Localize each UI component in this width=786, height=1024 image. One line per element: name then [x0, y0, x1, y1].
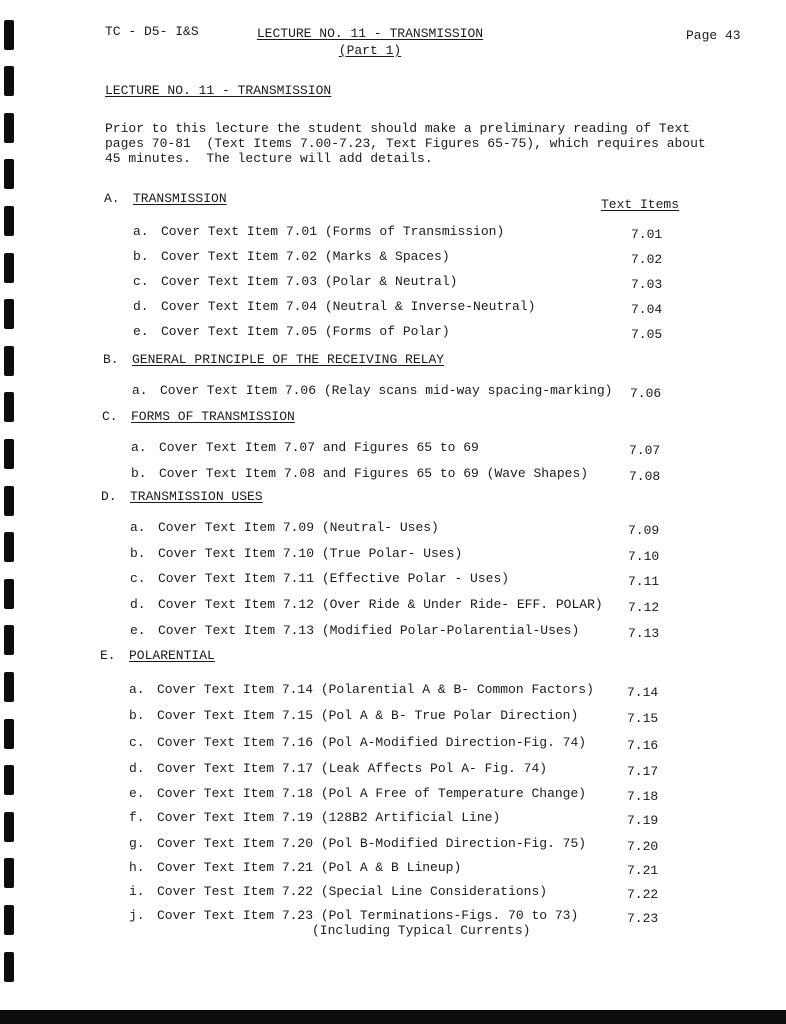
- item-text: Cover Text Item 7.01 (Forms of Transmission): [161, 224, 505, 239]
- intro-line: 45 minutes. The lecture will add details.: [105, 151, 433, 166]
- item-ref: 7.01: [631, 227, 663, 242]
- item-letter: g.: [129, 836, 145, 851]
- item-letter: a.: [129, 682, 145, 697]
- item-text: Cover Text Item 7.03 (Polar & Neutral): [161, 274, 458, 289]
- doc-code: TC - D5- I&S: [105, 24, 199, 39]
- item-text: Cover Text Item 7.16 (Pol A-Modified Direction-Fig. 74): [157, 735, 587, 750]
- item-text: Cover Text Item 7.05 (Forms of Polar): [161, 324, 450, 339]
- page-number: Page 43: [686, 28, 741, 43]
- binder-hole: [4, 719, 14, 749]
- binder-hole: [4, 625, 14, 655]
- intro-line: pages 70-81 (Text Items 7.00-7.23, Text Figures 65-75), which requires about: [105, 136, 706, 151]
- text-items-column-header: Text Items: [601, 197, 680, 212]
- binder-hole: [4, 579, 14, 609]
- item-letter: b.: [133, 249, 149, 264]
- binder-hole: [4, 858, 14, 888]
- item-letter: b.: [130, 546, 146, 561]
- item-text: Cover Text Item 7.21 (Pol A & B Lineup): [157, 860, 462, 875]
- item-text: Cover Text Item 7.13 (Modified Polar-Polarential-Uses): [158, 623, 580, 638]
- item-ref: 7.08: [629, 469, 661, 484]
- binder-holes: [4, 0, 16, 1024]
- item-text: Cover Text Item 7.15 (Pol A & B- True Polar Direction): [157, 708, 579, 723]
- section-letter: C.: [102, 409, 118, 424]
- section-title: TRANSMISSION: [133, 191, 227, 206]
- item-ref: 7.16: [627, 738, 659, 753]
- item-ref: 7.20: [627, 839, 659, 854]
- item-letter: d.: [133, 299, 149, 314]
- item-ref: 7.04: [631, 302, 663, 317]
- section-letter: A.: [104, 191, 120, 206]
- item-text: Cover Text Item 7.02 (Marks & Spaces): [161, 249, 450, 264]
- binder-hole: [4, 532, 14, 562]
- item-text: Cover Text Item 7.10 (True Polar- Uses): [158, 546, 463, 561]
- item-ref: 7.02: [631, 252, 663, 267]
- item-ref: 7.09: [628, 523, 660, 538]
- section-title: FORMS OF TRANSMISSION: [131, 409, 295, 424]
- item-ref: 7.15: [627, 711, 659, 726]
- item-letter: b.: [131, 466, 147, 481]
- item-ref: 7.12: [628, 600, 660, 615]
- item-text: Cover Text Item 7.18 (Pol A Free of Temperature Change): [157, 786, 587, 801]
- page-subtitle: (Part 1): [338, 43, 402, 58]
- section-letter: D.: [101, 489, 117, 504]
- item-ref: 7.10: [628, 549, 660, 564]
- binder-hole: [4, 253, 14, 283]
- item-letter: a.: [130, 520, 146, 535]
- item-ref: 7.14: [627, 685, 659, 700]
- binder-hole: [4, 299, 14, 329]
- binder-hole: [4, 20, 14, 50]
- section-title: TRANSMISSION USES: [130, 489, 263, 504]
- binder-hole: [4, 439, 14, 469]
- item-text: Cover Text Item 7.11 (Effective Polar - Uses): [158, 571, 510, 586]
- item-letter: a.: [131, 440, 147, 455]
- binder-hole: [4, 765, 14, 795]
- item-ref: 7.06: [630, 386, 662, 401]
- item-ref: 7.23: [627, 911, 659, 926]
- binder-hole: [4, 905, 14, 935]
- binder-hole: [4, 486, 14, 516]
- item-text: Cover Text Item 7.14 (Polarential A & B- Common Factors): [157, 682, 594, 697]
- item-ref: 7.13: [628, 626, 660, 641]
- item-text: Cover Text Item 7.07 and Figures 65 to 69: [159, 440, 479, 455]
- binder-hole: [4, 159, 14, 189]
- item-letter: c.: [130, 571, 146, 586]
- item-text: Cover Text Item 7.23 (Pol Terminations-Figs. 70 to 73): [157, 908, 579, 923]
- item-text: Cover Text Item 7.17 (Leak Affects Pol A- Fig. 74): [157, 761, 548, 776]
- item-letter: e.: [129, 786, 145, 801]
- item-text: Cover Text Item 7.20 (Pol B-Modified Direction-Fig. 75): [157, 836, 587, 851]
- item-letter: i.: [129, 884, 145, 899]
- intro-line: Prior to this lecture the student should make a preliminary reading of Text: [105, 121, 691, 136]
- item-letter: a.: [133, 224, 149, 239]
- section-title: POLARENTIAL: [129, 648, 215, 663]
- item-letter: e.: [133, 324, 149, 339]
- item-ref: 7.05: [631, 327, 663, 342]
- item-ref: 7.11: [628, 574, 660, 589]
- item-text: Cover Text Item 7.04 (Neutral & Inverse-Neutral): [161, 299, 536, 314]
- binder-hole: [4, 346, 14, 376]
- item-letter: b.: [129, 708, 145, 723]
- binder-hole: [4, 952, 14, 982]
- item-ref: 7.17: [627, 764, 659, 779]
- binder-hole: [4, 812, 14, 842]
- item-ref: 7.03: [631, 277, 663, 292]
- item-letter: a.: [132, 383, 148, 398]
- scan-bottom-edge: [0, 1010, 786, 1024]
- item-ref: 7.22: [627, 887, 659, 902]
- item-text: Cover Text Item 7.06 (Relay scans mid-way spacing-marking): [160, 383, 613, 398]
- binder-hole: [4, 672, 14, 702]
- intro-paragraph: [105, 121, 706, 166]
- section-title: GENERAL PRINCIPLE OF THE RECEIVING RELAY: [132, 352, 445, 367]
- binder-hole: [4, 392, 14, 422]
- item-ref: 7.21: [627, 863, 659, 878]
- item-letter: e.: [130, 623, 146, 638]
- section-letter: B.: [103, 352, 119, 367]
- binder-hole: [4, 206, 14, 236]
- item-ref: 7.19: [627, 813, 659, 828]
- page-title: LECTURE NO. 11 - TRANSMISSION: [256, 26, 484, 41]
- item-letter: h.: [129, 860, 145, 875]
- section-letter: E.: [100, 648, 116, 663]
- item-letter: d.: [130, 597, 146, 612]
- item-text: Cover Text Item 7.09 (Neutral- Uses): [158, 520, 439, 535]
- section-heading: LECTURE NO. 11 - TRANSMISSION: [105, 83, 332, 98]
- binder-hole: [4, 66, 14, 96]
- item-ref: 7.18: [627, 789, 659, 804]
- item-text: Cover Text Item 7.08 and Figures 65 to 69 (Wave Shapes): [159, 466, 589, 481]
- binder-hole: [4, 113, 14, 143]
- item-ref: 7.07: [629, 443, 661, 458]
- item-note: (Including Typical Currents): [312, 923, 531, 938]
- item-text: Cover Text Item 7.19 (128B2 Artificial Line): [157, 810, 501, 825]
- item-letter: j.: [129, 908, 145, 923]
- item-letter: c.: [129, 735, 145, 750]
- item-text: Cover Test Item 7.22 (Special Line Considerations): [157, 884, 548, 899]
- item-letter: d.: [129, 761, 145, 776]
- item-text: Cover Text Item 7.12 (Over Ride & Under Ride- EFF. POLAR): [158, 597, 603, 612]
- item-letter: c.: [133, 274, 149, 289]
- item-letter: f.: [129, 810, 145, 825]
